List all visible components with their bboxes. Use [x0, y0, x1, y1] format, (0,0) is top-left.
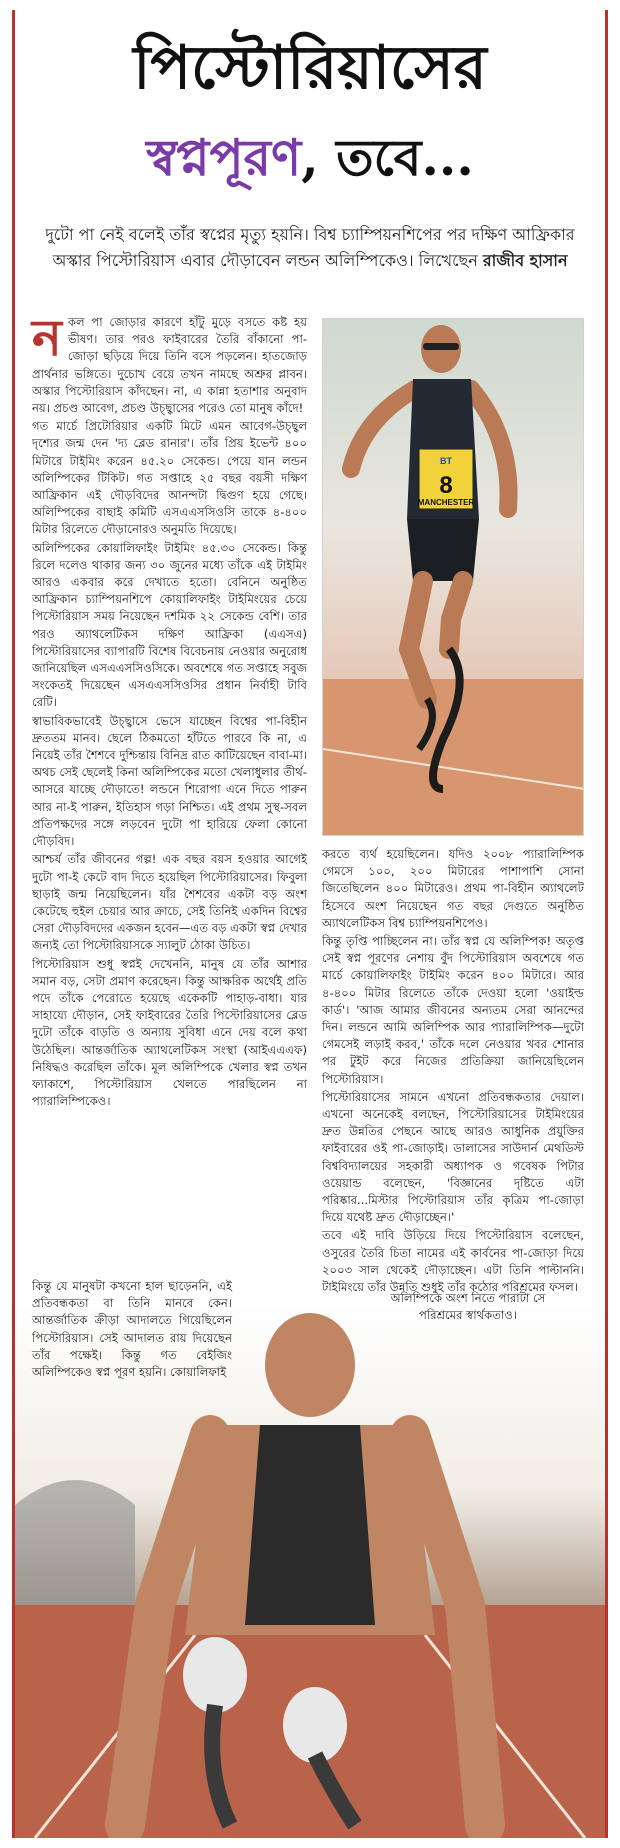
bib-number: 8	[439, 472, 453, 499]
bib-sponsor: BT	[440, 456, 452, 466]
article-paragraph: স্বাভাবিকভাবেই উচ্ছ্বাসে ভেসে যাচ্ছেন বিশ্বের পা-বিহীন দ্রুততম মানব। ছেলে ঠিকমতো হাঁটতে পারবে কি না, এ নিয়েই তাঁর শৈশবে দুশ্চিন্তায় বিনিদ্র রাত কাটিয়েছেন বাবা-মা। অথচ সেই ছেলেই কিনা অলিম্পিকের মতো খেলাধুলার তীর্থ-আসরে যাচ্ছে দৌড়াতে! লন্ডনে শিরোপা এনে দিতে পারুন আর না-ই পারুন, ইতিহাস গড়া নিশ্চিত। এই প্রথম সুস্থ-সবল প্রতিপক্ষদের সঙ্গে লড়বেন দুটো পা হারিয়ে ফেলা কোনো দৌড়বিদ।	[32, 713, 307, 849]
article-column-right	[322, 846, 584, 1297]
left-arm	[351, 389, 415, 469]
article-paragraph: তবে এই দাবি উড়িয়ে দিয়ে পিস্টোরিয়াস বলেছেন, ওসুরের তৈরি চিতা নামের এই কার্বনের পা-জোড়া দিয়ে ২০০৩ সাল থেকেই দৌড়াচ্ছেন। এটা তিনি পাল্টাননি। টাইমিংয়ে তাঁর উন্নতি শুধুই তাঁর কঠোর পরিশ্রমের ফসল।	[322, 1228, 584, 1295]
crouching-athlete-photo	[15, 1305, 605, 1838]
article-paragraph: কল পা জোড়ার কারণে হাঁটু মুড়ে বসতে কষ্ট হয় ভীষণ। তার পরও ফাইবারের তৈরি বাঁকানো পা-জোড়া ছড়িয়ে দিয়ে তিনি বসে পড়লেন। হাতজোড় প্রার্থনার ভঙ্গিতে। দুচোখ বেয়ে তখন নামছে অশ্রুর প্লাবন। অস্কার পিস্টোরিয়াস কাঁদছেন। না, এ কান্না হতাশার অনুবাদ নয়। প্রচণ্ড আবেগ, প্রচণ্ড উচ্ছ্বাসের পরেও তো মানুষ কাঁদে!	[32, 315, 307, 416]
left-leg	[409, 581, 427, 699]
knee-sleeve	[283, 1687, 347, 1763]
headline-line-2	[0, 130, 620, 185]
article-paragraph: গত মার্চে প্রিটোরিয়ার একটি মিটে এমন আবেগ-উচ্ছ্বল দৃশ্যের জন্ম দেন 'দ্য ব্লেড রানার'। তাঁর প্রিয় ইভেন্ট ৪০০ মিটারে টাইমিং করেন ৪৫.২০ সেকেন্ড। পেয়ে যান লন্ডন অলিম্পিকের টিকিট। গত সপ্তাহে ২৫ বছর বয়সী দক্ষিণ আফ্রিকান এই দৌড়বিদের আনন্দটা দ্বিগুণ হয়ে গেছে। অলিম্পিকের বাছাই কমিটি এসএএসসিওসি তাকে ৪-৪০০ মিটার রিলেতে দৌড়ানোরও অনুমতি দিয়েছে।	[32, 419, 307, 537]
article-paragraph: কিন্তু তৃপ্তি পাচ্ছিলেন না। তাঁর স্বপ্ন যে অলিম্পিক! অতৃপ্ত সেই স্বপ্ন পূরণের নেশায় বুঁদ পিস্টোরিয়াস অবশেষে গত মার্চে কোয়ালিফাইং টাইমিং করেন ৪০০ মিটারে। আর ৪-৪০০ মিটার রিলেতে তাঁকে দেওয়া হলো 'ওয়াইল্ড কার্ড'। 'আজ আমার জীবনের অন্যতম সেরা আনন্দের দিন। লন্ডনে আমি অলিম্পিক আর প্যারালিম্পিক—দুটো গেমসেই লড়াই করব,' তাঁকে দলে নেওয়ার খবর শোনার পর টুইট করে নিজের প্রতিক্রিয়া জানিয়েছিলেন পিস্টোরিয়াস।	[322, 934, 584, 1086]
bib-text: MANCHESTER	[417, 498, 475, 507]
intro-deck	[40, 222, 580, 274]
article-paragraph: অলিম্পিকের কোয়ালিফাইং টাইমিং ৪৫.৩০ সেকেন্ড। কিন্তু রিলে দলেও থাকার জন্য ৩০ জুনের মধ্যে তাঁকে এই টাইমিং আরও একবার করে দেখাতে হতো। বেনিনে অনুষ্ঠিত আফ্রিকান চ্যাম্পিয়নশিপে কোয়ালিফাইং টাইমিংয়ের চেয়ে পিস্টোরিয়াস সময় নিয়েছেন দশমিক ২২ সেকেন্ড বেশি। তার পরও অ্যাথলেটিকস দক্ষিণ আফ্রিকা (এএসএ) পিস্টোরিয়াসের ব্যাপারটি বিশেষ বিবেচনায় নেওয়ার অনুরোধ জানিয়েছিল এসএএসসিওসিকে। অবশেষে গত সপ্তাহে সবুজ সংকেতই দিয়েছেন এসএএসসিওসির প্রধান নির্বাহী টাবি রেটি।	[32, 540, 307, 710]
stadium-arch	[15, 1480, 135, 1605]
article-ending: অলিম্পিকে অংশ নিতে পারাটা সে পরিশ্রমের স্বার্থকতাও।	[390, 1291, 546, 1323]
running-athlete-photo	[322, 318, 584, 836]
article-paragraph: কিন্তু যে মানুষটা কখনো হাল ছাড়েননি, এই প্রতিবন্ধকতা বা তিনি মানবে কেন। আন্তর্জাতিক ক্রীড়া আদালতে গিয়েছিলেন পিস্টোরিয়াস। সেই আদালত রায় দিয়েছেন তাঁর পক্ষেই। কিন্তু গত বেইজিং অলিম্পিকেও স্বপ্ন পূরণ হয়নি। কোয়ালিফাই	[32, 1279, 232, 1380]
article-paragraph: করতে ব্যর্থ হয়েছিলেন। যদিও ২০০৮ প্যারালিম্পিক গেমসে ১০০, ২০০ মিটারের পাশাপাশি সোনা জিতেছিলেন ৪০০ মিটারেও। প্রথম পা-বিহীন অ্যাথলেট হিসেবে অংশ নিয়েছেন গত বছর দেগুতে অনুষ্ঠিত অ্যাথলেটিকস বিশ্ব চ্যাম্পিয়নশিপেও।	[322, 847, 584, 930]
running-athlete-illustration	[323, 319, 584, 836]
athlete-vest	[245, 1425, 375, 1625]
article-paragraph: পিস্টোরিয়াস শুধু স্বপ্নই দেখেননি, মানুষ যে তাঁর আশার সমান বড়, সেটা প্রমাণ করেছেন। কিন্তু আক্ষরিক অর্থেই প্রতি পদে তাঁকে পেরোতে হয়েছে একেকটি পাহাড়-বাধা। যার সাহায্যে দৌড়ান, সেই ফাইবারের তৈরি পিস্টোরিয়াসের ব্লেড দুটো তাঁকে বাড়তি ও অন্যায় সুবিধা এনে দেয় বলে কথা উঠেছিল। আন্তর্জাতিক অ্যাথলেটিকস সংস্থা (আইএএএফ) নিষিদ্ধও করেছিল তাঁকে। মূল অলিম্পিকে খেলার স্বপ্ন তখন ফ্যাকাশে, পিস্টোরিয়াস খেলতে পারছিলেন না প্যারালিম্পিকেও।	[32, 956, 307, 1109]
athlete-shorts	[407, 519, 479, 581]
article-paragraph: পিস্টোরিয়াসের সামনে এখনো প্রতিবন্ধকতার দেয়াল। এখনো অনেকেই বলছেন, পিস্টোরিয়াসের টাইমিংয়ের দ্রুত উন্নতির পেছনে আছে আরও আধুনিক প্রযুক্তির ফাইবারের ওই পা-জোড়াই। ডালাসের সাউদার্ন মেথডিস্ট বিশ্ববিদ্যালয়ের সহকারী অধ্যাপক ও গবেষক পিটার ওয়েয়ান্ড বলেছেন, 'বিজ্ঞানের দৃষ্টিতে এটা পরিষ্কার...মিস্টার পিস্টোরিয়াস তাঁর কৃত্রিম পা-জোড়া দিয়ে যথেষ্ট দ্রুত দৌড়াচ্ছেন।'	[322, 1089, 584, 1225]
drop-cap: ন	[32, 308, 62, 367]
intro-text: দুটো পা নেই বলেই তাঁর স্বপ্নের মৃত্যু হয়নি। বিশ্ব চ্যাম্পিয়নশিপের পর দক্ষিণ আফ্রিকার অস্কার পিস্টোরিয়াস এবার দৌড়াবেন লন্ডন অলিম্পিকেও। লিখেছেন	[45, 225, 575, 270]
byline-name: রাজীব হাসান	[482, 251, 568, 270]
crouching-athlete-illustration	[15, 1305, 605, 1838]
knee-sleeve	[183, 1637, 247, 1713]
sunglasses-icon	[423, 343, 459, 350]
headline-line-1: পিস্টোরিয়াসের	[133, 33, 487, 103]
athlete-head	[265, 1313, 355, 1417]
headline-rest: , তবে...	[301, 128, 474, 187]
headline-accent: স্বপ্নপূরণ	[146, 128, 302, 187]
article-paragraph: আশ্চর্য তাঁর জীবনের গল্প! এক বছর বয়স হওয়ার আগেই দুটো পা-ই কেটে বাদ দিতে হয়েছিল পিস্টোরিয়াসের। ফিবুলা ছাড়াই জন্ম নিয়েছিলেন। যাঁর শৈশবের একটা বড় অংশ কেটেছে হুইল চেয়ার আর ক্রাচে, সেই তিনিই একদিন বিশ্বের সেরা দৌড়বিদদের একজন হবেন—এত বড় একটা স্বপ্ন দেখার জন্যই তো পিস্টোরিয়াসকে স্যালুট ঠোকা উচিত।	[32, 852, 307, 953]
article-column-left-tail	[32, 1278, 232, 1381]
right-leg	[449, 581, 463, 649]
article-column-left	[32, 308, 307, 1111]
